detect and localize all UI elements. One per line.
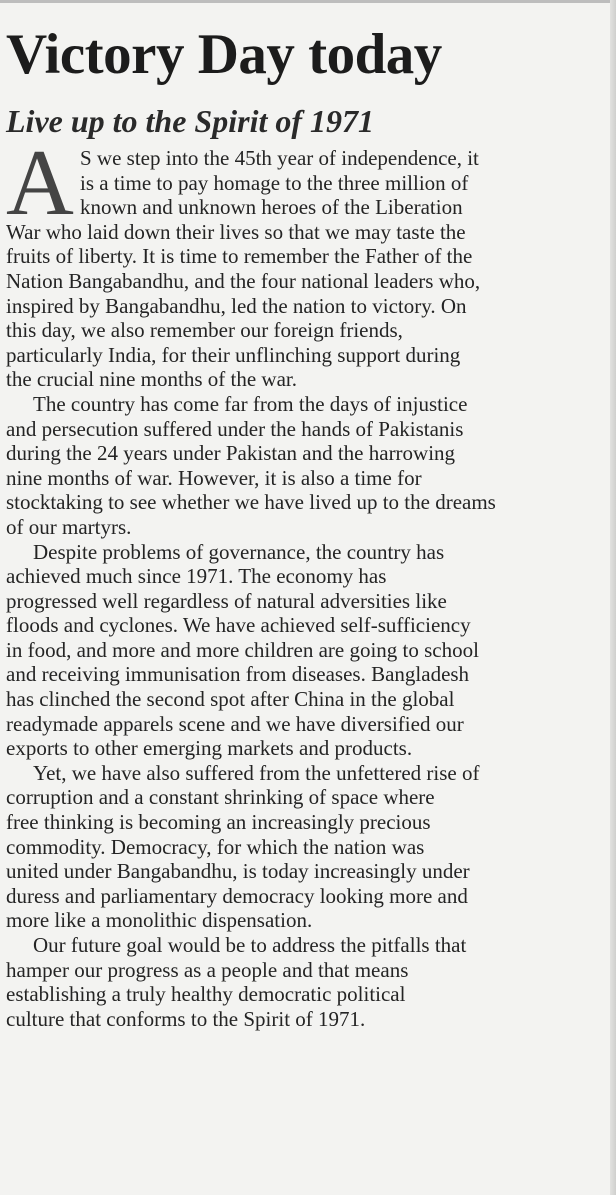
text-line: inspired by Bangabandhu, led the nation to victory. On (6, 293, 467, 318)
text-line: achieved much since 1971. The economy has (6, 564, 387, 589)
text-line: commodity. Democracy, for which the nation was (6, 834, 425, 859)
text-line: has clinched the second spot after China in the global (6, 687, 455, 712)
page-fold-edge (610, 0, 616, 1195)
text-line: floods and cyclones. We have achieved self-sufficiency (6, 613, 471, 638)
paragraph-1 (6, 220, 602, 392)
text-line: and receiving immunisation from diseases. Bangladesh (6, 662, 470, 687)
dropcap-lines (80, 146, 479, 220)
drop-cap: A (6, 131, 74, 235)
text-line: exports to other emerging markets and products. (6, 736, 413, 761)
text-line: particularly India, for their unflinching support during (6, 342, 461, 367)
text-line: Despite problems of governance, the country has (33, 539, 445, 564)
text-line: fruits of liberty. It is time to remember the Father of the (6, 244, 473, 269)
text-line: during the 24 years under Pakistan and the harrowing (6, 441, 456, 466)
text-line: of our martyrs. (6, 514, 132, 539)
text-line: progressed well regardless of natural adversities like (6, 588, 447, 613)
text-line: this day, we also remember our foreign friends, (6, 318, 403, 343)
text-line: nine months of war. However, it is also a time for (6, 465, 422, 490)
editorial-page (6, 22, 602, 1031)
headline: Victory Day today (6, 23, 442, 86)
text-line: Yet, we have also suffered from the unfettered rise of (33, 760, 480, 785)
top-rule (0, 0, 616, 3)
text-line: more like a monolithic dispensation. (6, 908, 313, 933)
text-line: S we step into the 45th year of independence, it (80, 146, 479, 170)
text-line: War who laid down their lives so that we may taste the (6, 219, 466, 244)
text-line: stocktaking to see whether we have lived up to the dreams (6, 490, 496, 515)
paragraph-4 (6, 761, 602, 933)
text-line: Our future goal would be to address the pitfalls that (33, 933, 467, 958)
text-line: Nation Bangabandhu, and the four national leaders who, (6, 268, 481, 293)
text-line: known and unknown heroes of the Liberation (80, 195, 463, 220)
text-line: The country has come far from the days of injustice (33, 391, 468, 416)
text-line: establishing a truly healthy democratic political (6, 982, 406, 1007)
text-line: free thinking is becoming an increasingly precious (6, 810, 431, 835)
text-line: culture that conforms to the Spirit of 1971. (6, 1006, 366, 1031)
text-line: corruption and a constant shrinking of space where (6, 785, 435, 810)
paragraph-5 (6, 933, 602, 1031)
subhead: Live up to the Spirit of 1971 (6, 103, 374, 139)
paragraph-3 (6, 540, 602, 761)
text-line: is a time to pay homage to the three million of (80, 170, 469, 195)
paragraph-2 (6, 392, 602, 540)
text-line: and persecution suffered under the hands of Pakistanis (6, 416, 464, 441)
article-body (6, 131, 602, 1031)
text-line: in food, and more and more children are going to school (6, 637, 479, 662)
text-line: duress and parliamentary democracy looking more and (6, 883, 468, 908)
text-line: readymade apparels scene and we have diversified our (6, 711, 464, 736)
text-line: the crucial nine months of the war. (6, 367, 297, 392)
text-line: hamper our progress as a people and that means (6, 957, 409, 982)
text-line: united under Bangabandhu, is today increasingly under (6, 859, 470, 884)
